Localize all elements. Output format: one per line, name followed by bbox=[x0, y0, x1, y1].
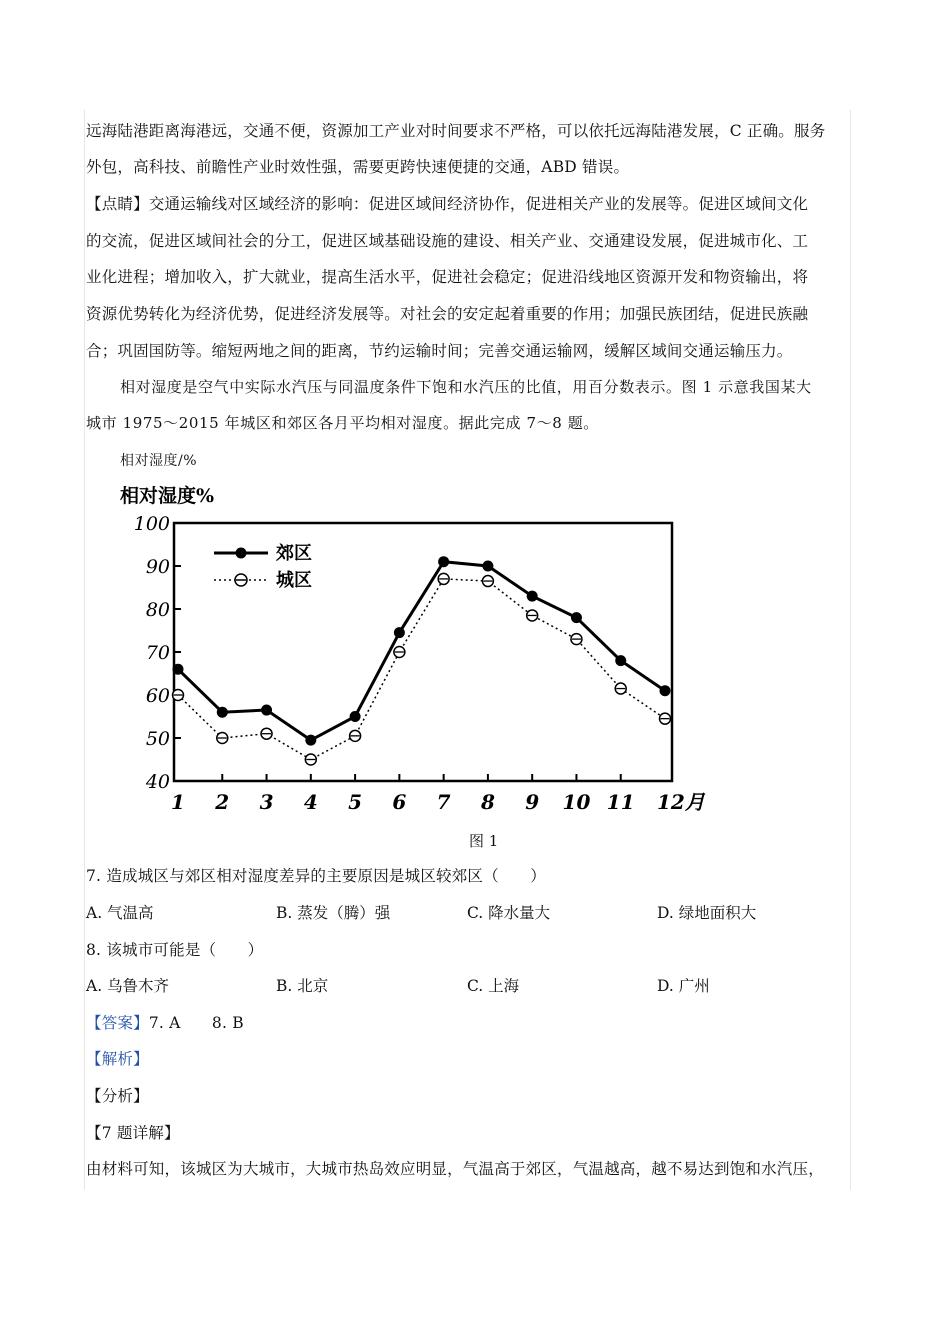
series-line-suburb bbox=[178, 562, 665, 740]
y-tick-label: 50 bbox=[145, 728, 170, 750]
y-tick-label: 80 bbox=[145, 599, 170, 621]
point-suburb bbox=[350, 711, 361, 722]
dianjing-line: 业化进程；增加收入，扩大就业，提高生活水平，促进社会稳定；促进沿线地区资源开发和物资输出，将 bbox=[86, 268, 809, 286]
y-tick-label: 70 bbox=[145, 642, 170, 664]
x-tick-label: 2 bbox=[215, 790, 230, 814]
point-suburb bbox=[660, 685, 671, 696]
answer-text: 7. A 8. B bbox=[148, 1014, 244, 1032]
q8-option-d: D. 广州 bbox=[657, 977, 710, 995]
y-tick-label: 90 bbox=[145, 556, 170, 578]
detail-text-line: 由材料可知，该城区为大城市，大城市热岛效应明显，气温高于郊区，气温越高，越不易达到饱和水汽压， bbox=[86, 1160, 824, 1178]
humidity-chart bbox=[100, 476, 720, 821]
dianjing-text: 交通运输线对区域经济的影响：促进区域间经济协作，促进相关产业的发展等。促进区域间文化 bbox=[148, 195, 809, 213]
page-border-left bbox=[84, 110, 85, 1190]
dianjing-line bbox=[86, 194, 856, 214]
x-tick-label: 10 bbox=[562, 790, 591, 814]
legend-marker-suburb bbox=[236, 548, 247, 559]
point-suburb bbox=[305, 735, 316, 746]
q8-option-c: C. 上海 bbox=[467, 977, 520, 995]
series-line-urban bbox=[178, 579, 665, 760]
point-suburb bbox=[394, 627, 405, 638]
y-tick-label: 60 bbox=[145, 685, 170, 707]
dianjing-line: 的交流，促进区域间社会的分工，促进区域基础设施的建设、相关产业、交通建设发展，促进城市化、工 bbox=[86, 232, 809, 250]
x-tick-label: 12月 bbox=[657, 790, 705, 814]
q7-option-c: C. 降水量大 bbox=[467, 904, 551, 922]
point-suburb bbox=[527, 591, 538, 602]
figure-small-caption: 相对湿度/% bbox=[120, 453, 198, 469]
x-tick-label: 1 bbox=[171, 790, 185, 814]
x-tick-label: 4 bbox=[303, 790, 318, 814]
q8-option-b: B. 北京 bbox=[276, 977, 329, 995]
x-tick-label: 6 bbox=[392, 790, 407, 814]
point-suburb bbox=[571, 612, 582, 623]
x-tick-label: 11 bbox=[606, 790, 635, 814]
x-tick-label: 9 bbox=[525, 790, 540, 814]
q7-option-b: B. 蒸发（腾）强 bbox=[276, 904, 391, 922]
q7-option-d: D. 绿地面积大 bbox=[657, 904, 757, 922]
dianjing-line: 资源优势转化为经济优势，促进经济发展等。对社会的安定起着重要的作用；加强民族团结，促进民族融 bbox=[86, 305, 809, 323]
q7-stem: 7. 造成城区与郊区相对湿度差异的主要原因是城区较郊区（ ） bbox=[86, 867, 546, 885]
intro-line: 城市 1975～2015 年城区和郊区各月平均相对湿度。据此完成 7～8 题。 bbox=[86, 414, 599, 432]
q7-detail-tag: 【7 题详解】 bbox=[86, 1124, 180, 1142]
point-suburb bbox=[482, 561, 493, 572]
point-suburb bbox=[173, 664, 184, 675]
x-tick-label: 5 bbox=[348, 790, 363, 814]
figure-caption: 图 1 bbox=[469, 832, 499, 850]
answer-line bbox=[86, 1013, 856, 1033]
legend-label-suburb: 郊区 bbox=[276, 543, 312, 564]
q8-option-a: A. 乌鲁木齐 bbox=[86, 977, 170, 995]
legend-label-urban: 城区 bbox=[276, 570, 312, 591]
intro-line: 相对湿度是空气中实际水汽压与同温度条件下饱和水汽压的比值，用百分数表示。图 1 示意我国某大 bbox=[120, 378, 812, 396]
q7-option-a: A. 气温高 bbox=[86, 904, 154, 922]
paragraph-line: 远海陆港距离海港远，交通不便，资源加工产业对时间要求不严格，可以依托远海陆港发展，C 正确。服务 bbox=[86, 122, 826, 140]
chart-svg bbox=[100, 476, 720, 821]
chart-ylabel: 相对湿度% bbox=[120, 485, 215, 507]
jiexi-tag: 【解析】 bbox=[86, 1050, 149, 1068]
fenxi-tag: 【分析】 bbox=[86, 1087, 149, 1105]
point-suburb bbox=[615, 655, 626, 666]
paragraph-line: 外包，高科技、前瞻性产业时效性强，需要更跨快速便捷的交通，ABD 错误。 bbox=[86, 158, 630, 176]
answer-tag: 【答案】 bbox=[86, 1014, 149, 1032]
q8-stem: 8. 该城市可能是（ ） bbox=[86, 941, 264, 959]
point-suburb bbox=[438, 556, 449, 567]
x-tick-label: 7 bbox=[436, 790, 451, 814]
y-tick-label: 100 bbox=[133, 513, 170, 535]
point-suburb bbox=[217, 707, 228, 718]
x-tick-label: 3 bbox=[259, 790, 274, 814]
chart-legend bbox=[214, 542, 312, 591]
dianjing-line: 合；巩固国防等。缩短两地之间的距离，节约运输时间；完善交通运输网，缓解区域间交通运输压力。 bbox=[86, 342, 793, 360]
dianjing-tag: 【点睛】 bbox=[86, 195, 149, 213]
plot-frame bbox=[174, 523, 672, 781]
y-tick-label: 40 bbox=[145, 771, 170, 793]
x-tick-label: 8 bbox=[480, 790, 495, 814]
point-suburb bbox=[261, 705, 272, 716]
chart-series bbox=[173, 556, 671, 765]
